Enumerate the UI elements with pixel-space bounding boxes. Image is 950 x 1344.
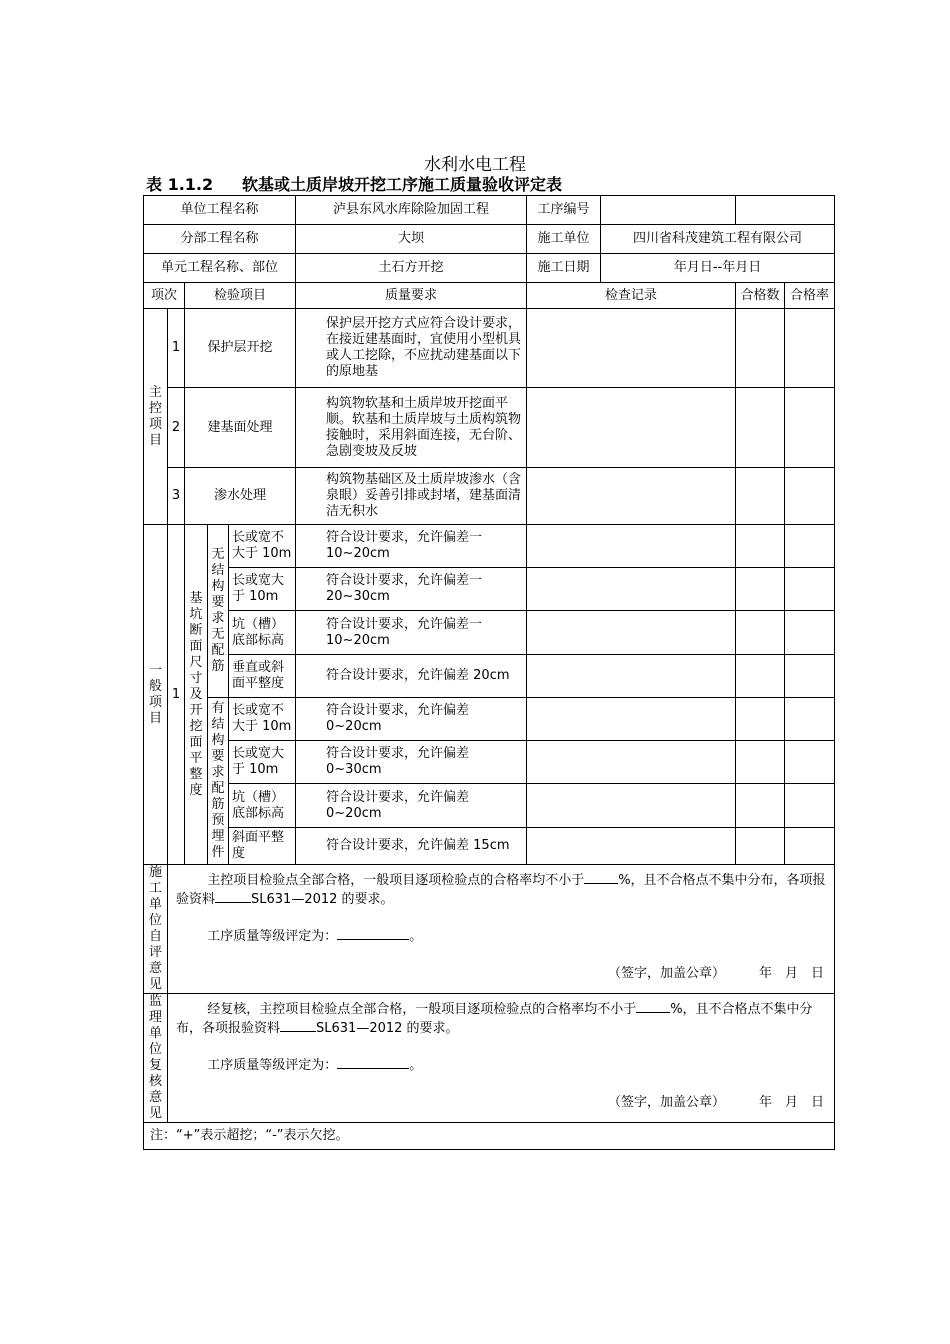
item-requirement: 保护层开挖方式应符合设计要求，在接近建基面时，宜使用小型机具或人工挖除，不应扰动建基面以下的原地基 (296, 309, 527, 388)
item-record[interactable] (527, 468, 736, 525)
general-row-pass-rate[interactable] (785, 611, 835, 655)
general-row-record[interactable] (527, 655, 736, 698)
item-pass-count[interactable] (736, 468, 785, 525)
general-row (144, 611, 835, 655)
general-row-requirement: 符合设计要求，允许偏差一20~30cm (296, 568, 527, 611)
general-row (144, 655, 835, 698)
contractor-cell (527, 225, 835, 254)
general-row-requirement: 符合设计要求，允许偏差 0~30cm (296, 741, 527, 784)
main-control-label: 主控项目 (144, 309, 168, 525)
general-row-pass-count[interactable] (736, 698, 785, 741)
col-pass-count: 合格数 (736, 283, 785, 309)
date-value: 年月日--年月日 (673, 260, 762, 275)
general-row-requirement: 符合设计要求，允许偏差 0~20cm (296, 698, 527, 741)
general-row-pass-count[interactable] (736, 655, 785, 698)
info-row-sub (144, 225, 835, 254)
main-item-row (144, 468, 835, 525)
general-group-label: 基坑断面尺寸及开挖面平整度 (185, 525, 208, 865)
info-row-element (144, 254, 835, 283)
general-row-requirement: 符合设计要求，允许偏差 15cm (296, 828, 527, 865)
note-row (144, 1123, 835, 1150)
unit-project-label: 单位工程名称 (144, 196, 296, 225)
item-no: 2 (168, 388, 185, 468)
note-text: 注：“+”表示超挖；“-”表示欠挖。 (144, 1123, 835, 1150)
general-row-pass-rate[interactable] (785, 828, 835, 865)
date-label: 施工日期 (527, 254, 601, 282)
supervisor-opinion-body[interactable]: 经复核，主控项目检验点全部合格，一般项目逐项检验点的合格率均不小于 %，且不合格点不集中分布，各项报验资料 SL631—2012 的要求。 工序质量等级评定为： 。 （签字，加盖公章） 年 月 日 (168, 994, 835, 1123)
item-record[interactable] (527, 388, 736, 468)
general-row-record[interactable] (527, 611, 736, 655)
general-row-name: 斜面平整度 (229, 828, 296, 865)
supervisor-sign-date: 年 月 日 (759, 1095, 825, 1110)
general-row (144, 741, 835, 784)
item-pass-rate[interactable] (785, 388, 835, 468)
general-row-record[interactable] (527, 525, 736, 568)
general-row-record[interactable] (527, 828, 736, 865)
unit-project-value: 泸县东风水库除险加固工程 (296, 196, 527, 225)
item-pass-rate[interactable] (785, 468, 835, 525)
col-record: 检查记录 (527, 283, 736, 309)
general-row (144, 784, 835, 828)
general-row-pass-count[interactable] (736, 741, 785, 784)
general-row-name: 坑（槽）底部标高 (229, 784, 296, 828)
general-row-pass-rate[interactable] (785, 525, 835, 568)
item-pass-count[interactable] (736, 388, 785, 468)
general-row-requirement: 符合设计要求，允许偏差 20cm (296, 655, 527, 698)
supervisor-sign-label: （签字，加盖公章） (607, 1095, 725, 1110)
general-row-pass-rate[interactable] (785, 698, 835, 741)
process-no-cell (527, 196, 736, 225)
supervisor-opinion-row (144, 994, 835, 1123)
general-row-name: 长或宽不大于 10m (229, 698, 296, 741)
doc-header: 水利水电工程 (424, 155, 526, 175)
table-title: 软基或土质岸坡开挖工序施工质量验收评定表 (242, 175, 563, 194)
general-label: 一般项目 (144, 525, 168, 865)
main-item-row (144, 388, 835, 468)
general-row-pass-count[interactable] (736, 828, 785, 865)
contractor-label: 施工单位 (527, 225, 601, 253)
process-no-value[interactable] (601, 196, 735, 224)
general-row-record[interactable] (527, 568, 736, 611)
general-item-no: 1 (168, 525, 185, 865)
contractor-value: 四川省科茂建筑工程有限公司 (633, 231, 803, 246)
general-row-requirement: 符合设计要求，允许偏差 0~20cm (296, 784, 527, 828)
general-row-pass-count[interactable] (736, 611, 785, 655)
date-cell (527, 254, 835, 283)
evaluation-table (143, 195, 835, 1150)
general-row-name: 坑（槽）底部标高 (229, 611, 296, 655)
general-row-record[interactable] (527, 784, 736, 828)
contractor-sign-label: （签字，加盖公章） (607, 966, 725, 981)
general-row (144, 568, 835, 611)
general-row-requirement: 符合设计要求，允许偏差一10~20cm (296, 525, 527, 568)
item-name: 保护层开挖 (185, 309, 296, 388)
general-row-name: 长或宽大于 10m (229, 568, 296, 611)
item-pass-rate[interactable] (785, 309, 835, 388)
contractor-opinion-body[interactable]: 主控项目检验点全部合格，一般项目逐项检验点的合格率均不小于 %，且不合格点不集中分布，各项报验资料 SL631—2012 的要求。 工序质量等级评定为： 。 （签字，加盖公章） 年 月 日 (168, 865, 835, 994)
info-row-unit (144, 196, 835, 225)
table-number: 表 1.1.2 (146, 175, 214, 194)
general-row-record[interactable] (527, 741, 736, 784)
general-row-requirement: 符合设计要求，允许偏差一10~20cm (296, 611, 527, 655)
item-requirement: 构筑物基础区及土质岸坡渗水（含泉眼）妥善引排或封堵，建基面清洁无积水 (296, 468, 527, 525)
col-item: 项次 (144, 283, 185, 309)
general-row-pass-rate[interactable] (785, 655, 835, 698)
general-row-pass-rate[interactable] (785, 568, 835, 611)
general-row-pass-count[interactable] (736, 525, 785, 568)
general-row-name: 垂直或斜面平整度 (229, 655, 296, 698)
general-row (144, 525, 835, 568)
process-no-extra (736, 196, 835, 225)
general-row-pass-rate[interactable] (785, 741, 835, 784)
sub-group-no-structure: 无结构要求无配筋 (208, 525, 229, 698)
contractor-opinion-row (144, 865, 835, 994)
contractor-opinion-label: 施工单位自评意见 (144, 865, 168, 994)
item-requirement: 构筑物软基和土质岸坡开挖面平顺。软基和土质岸坡与土质构筑物接触时，采用斜面连接，无台阶、急剧变坡及反坡 (296, 388, 527, 468)
general-row-name: 长或宽大于 10m (229, 741, 296, 784)
contractor-sign-date: 年 月 日 (759, 966, 825, 981)
item-no: 3 (168, 468, 185, 525)
process-no-label: 工序编号 (527, 196, 601, 224)
form-title (146, 172, 562, 195)
sub-group-structure: 有结构要求配筋预埋件 (208, 698, 229, 865)
general-row-record[interactable] (527, 698, 736, 741)
item-pass-count[interactable] (736, 309, 785, 388)
item-name: 建基面处理 (185, 388, 296, 468)
general-row (144, 698, 835, 741)
item-record[interactable] (527, 309, 736, 388)
col-pass-rate: 合格率 (785, 283, 835, 309)
main-item-row (144, 309, 835, 388)
column-header-row (144, 283, 835, 309)
col-check-item: 检验项目 (185, 283, 296, 309)
supervisor-opinion-label: 监理单位复核意见 (144, 994, 168, 1123)
sub-project-label: 分部工程名称 (144, 225, 296, 254)
general-row (144, 828, 835, 865)
general-row-pass-count[interactable] (736, 784, 785, 828)
sub-project-value: 大坝 (296, 225, 527, 254)
general-row-pass-count[interactable] (736, 568, 785, 611)
element-value: 土石方开挖 (296, 254, 527, 283)
col-requirement: 质量要求 (296, 283, 527, 309)
general-row-pass-rate[interactable] (785, 784, 835, 828)
general-row-name: 长或宽不大于 10m (229, 525, 296, 568)
item-name: 渗水处理 (185, 468, 296, 525)
element-label: 单元工程名称、部位 (144, 254, 296, 283)
item-no: 1 (168, 309, 185, 388)
